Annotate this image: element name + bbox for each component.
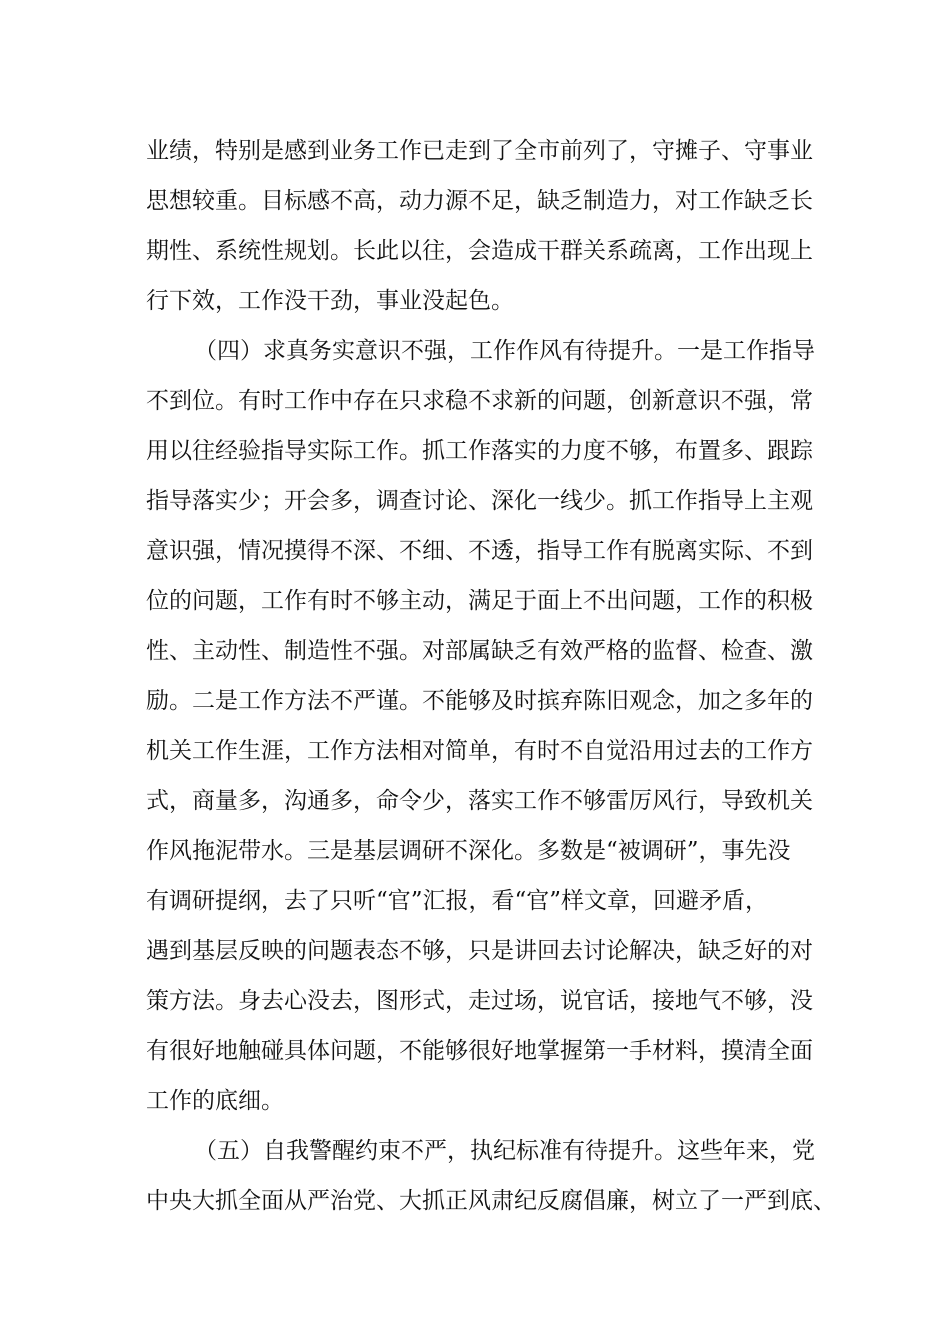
text-line: 策方法。身去心没去，图形式，走过场，说官话，接地气不够，没 [146, 988, 813, 1014]
text-line: 励。二是工作方法不严谨。不能够及时摈弃陈旧观念，加之多年的 [146, 688, 813, 714]
text-line: 遇到基层反映的问题表态不够，只是讲回去讨论解决，缺乏好的对 [146, 938, 813, 964]
text-line: 行下效，工作没干劲，事业没起色。 [146, 288, 514, 314]
text-line: 机关工作生涯，工作方法相对简单，有时不自觉沿用过去的工作方 [146, 738, 813, 764]
text-line: 中央大抓全面从严治党、大抓正风肃纪反腐倡廉，树立了一严到底、 [146, 1188, 836, 1214]
text-line: 位的问题，工作有时不够主动，满足于面上不出问题，工作的积极 [146, 588, 813, 614]
text-line: 不到位。有时工作中存在只求稳不求新的问题，创新意识不强，常 [146, 388, 813, 414]
paragraph-heading-line: （五）自我警醒约束不严，执纪标准有待提升。这些年来，党 [194, 1138, 815, 1164]
text-line: 式，商量多，沟通多，命令少，落实工作不够雷厉风行，导致机关 [146, 788, 813, 814]
text-line: 用以往经验指导实际工作。抓工作落实的力度不够，布置多、跟踪 [146, 438, 813, 464]
text-line: 思想较重。目标感不高，动力源不足，缺乏制造力，对工作缺乏长 [146, 188, 813, 214]
text-line: 作风拖泥带水。三是基层调研不深化。多数是“被调研”，事先没 [146, 838, 791, 864]
text-line: 意识强，情况摸得不深、不细、不透，指导工作有脱离实际、不到 [146, 538, 813, 564]
text-line: 业绩，特别是感到业务工作已走到了全市前列了，守摊子、守事业 [146, 138, 813, 164]
text-line: 指导落实少；开会多，调查讨论、深化一线少。抓工作指导上主观 [146, 488, 813, 514]
text-line: 有很好地触碰具体问题，不能够很好地掌握第一手材料，摸清全面 [146, 1038, 813, 1064]
text-line: 期性、系统性规划。长此以往，会造成干群关系疏离，工作出现上 [146, 238, 813, 264]
text-line: 工作的底细。 [146, 1088, 284, 1114]
paragraph-heading-line: （四）求真务实意识不强，工作作风有待提升。一是工作指导 [194, 338, 815, 364]
text-line: 性、主动性、制造性不强。对部属缺乏有效严格的监督、检查、激 [146, 638, 813, 664]
text-line: 有调研提纲，去了只听“官”汇报，看“官”样文章，回避矛盾， [146, 888, 769, 914]
